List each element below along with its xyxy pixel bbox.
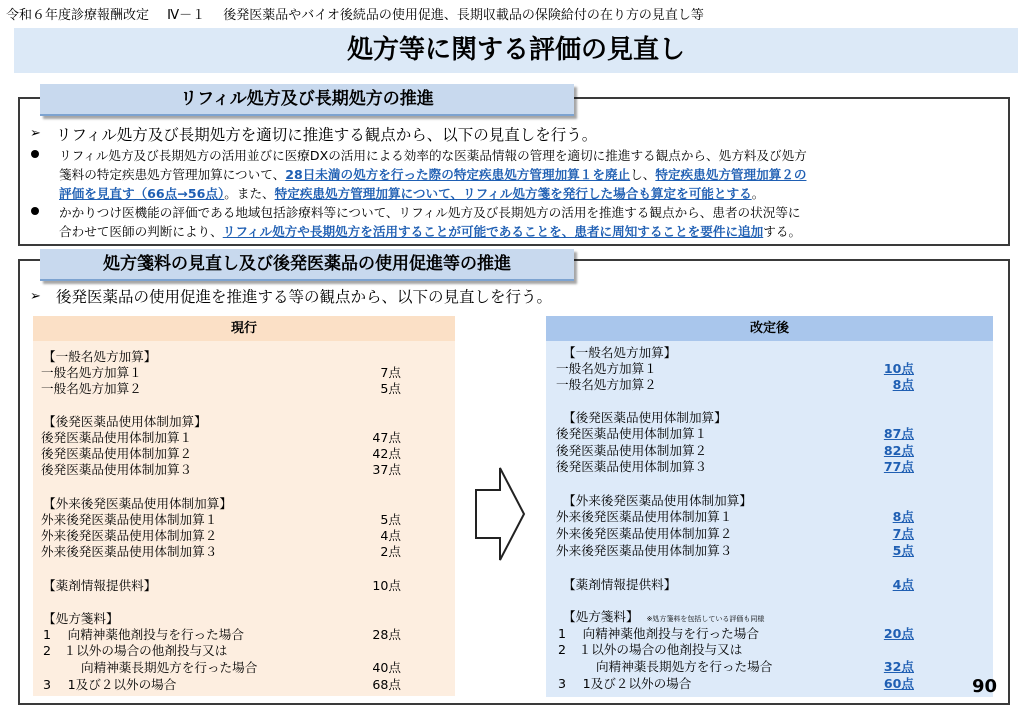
title-bar	[14, 28, 1018, 73]
item-value: 68点	[372, 677, 401, 692]
item-label: 外来後発医薬品使用体制加算２	[556, 526, 733, 541]
group-label: 【後発医薬品使用体制加算】	[563, 410, 727, 425]
emphasis-text: リフィル処方や長期処方を活用することが可能であることを、患者に周知することを要件に追加	[222, 224, 764, 239]
section-refill-lead: リフィル処方及び長期処方を適切に推進する観点から、以下の見直しを行う。	[56, 126, 598, 144]
item-value: 7点	[892, 526, 914, 541]
group-label: 【薬剤情報提供料】	[563, 577, 677, 592]
item-value: 28点	[372, 627, 401, 642]
page-title: 処方等に関する評価の見直し	[346, 35, 685, 65]
header-line	[6, 4, 704, 23]
item-label: 後発医薬品使用体制加算２	[41, 446, 193, 461]
item-value: 42点	[372, 446, 401, 461]
section-prescription-lead: 後発医薬品の使用促進を推進する等の観点から、以下の見直しを行う。	[56, 288, 553, 306]
item-label: 2 １以外の場合の他剤投与又は	[43, 643, 228, 658]
group-label: 【処方箋料】 ※処方箋料を包括している評価も同様	[563, 609, 765, 624]
header-revision: 令和６年度診療報酬改定	[6, 8, 150, 23]
bullet1-line3: 評価を見直す（66点→56点）。また、特定疾患処方管理加算について、リフィル処方箋を発行した場合も算定を可能とする。	[59, 186, 765, 201]
item-value: 32点	[883, 659, 914, 674]
section-prescription-banner: 処方箋料の見直し及び後発医薬品の使用促進等の推進	[40, 249, 574, 281]
item-value: 5点	[380, 381, 401, 396]
item-label: 3 1及び２以外の場合	[558, 676, 692, 691]
item-label: 1 向精神薬他剤投与を行った場合	[558, 626, 759, 641]
item-value: 10点	[883, 361, 914, 376]
page-number: 90	[972, 676, 998, 697]
emphasis-text: 28日未満の処方を行った際の特定疾患処方管理加算１を廃止	[285, 167, 631, 182]
item-label: 一般名処方加算２	[41, 381, 142, 396]
current-column	[33, 316, 455, 696]
group-label: 【一般名処方加算】	[563, 345, 677, 360]
bullet-dot-icon	[31, 207, 39, 215]
section-refill-banner: リフィル処方及び長期処方の推進	[40, 84, 574, 116]
item-value: 47点	[372, 430, 401, 445]
header-section-number: Ⅳ－１	[167, 8, 206, 23]
item-value: 40点	[372, 660, 401, 675]
item-label: 向精神薬長期処方を行った場合	[596, 659, 773, 674]
item-label: 外来後発医薬品使用体制加算１	[556, 509, 733, 524]
item-value: 60点	[883, 676, 914, 691]
bullet1-line2: 箋料の特定疾患処方管理加算について、28日未満の処方を行った際の特定疾患処方管理加算１を廃止し、特定疾患処方管理加算２の	[59, 167, 807, 182]
group-label: 【外来後発医薬品使用体制加算】	[563, 493, 752, 508]
arrow-bullet-icon: ➢	[30, 289, 41, 304]
item-label: 外来後発医薬品使用体制加算２	[41, 528, 218, 543]
right-arrow-icon	[474, 466, 526, 562]
bullet2-line1: かかりつけ医機能の評価である地域包括診療料等について、リフィル処方及び長期処方の活用を推進する観点から、患者の状況等に	[59, 205, 801, 220]
item-value: 82点	[883, 443, 914, 458]
item-value: 77点	[883, 459, 914, 474]
group-label: 【処方箋料】	[43, 611, 119, 626]
current-column-header: 現行	[33, 316, 455, 341]
item-label: 一般名処方加算１	[556, 361, 657, 376]
item-value: 5点	[380, 512, 401, 527]
revised-column	[546, 316, 993, 697]
group-label: 【薬剤情報提供料】	[43, 578, 157, 593]
item-value: 20点	[883, 626, 914, 641]
emphasis-text: 特定疾患処方管理加算２の	[655, 167, 807, 182]
arrow-bullet-icon: ➢	[30, 126, 41, 141]
item-label: 後発医薬品使用体制加算３	[556, 459, 708, 474]
item-label: 外来後発医薬品使用体制加算３	[41, 544, 218, 559]
item-label: 1 向精神薬他剤投与を行った場合	[43, 627, 244, 642]
item-value: 8点	[892, 377, 914, 392]
revised-column-header: 改定後	[546, 316, 993, 341]
item-value: 2点	[380, 544, 401, 559]
item-value: 4点	[892, 577, 914, 592]
item-value: 10点	[372, 578, 401, 593]
header-topic: 後発医薬品やバイオ後続品の使用促進、長期収載品の保険給付の在り方の見直し等	[223, 8, 704, 23]
item-value: 37点	[372, 462, 401, 477]
group-label: 【一般名処方加算】	[43, 349, 157, 364]
group-label: 【外来後発医薬品使用体制加算】	[43, 496, 232, 511]
group-label: 【後発医薬品使用体制加算】	[43, 414, 207, 429]
item-value: 8点	[892, 509, 914, 524]
bullet-dot-icon	[31, 150, 39, 158]
item-label: 一般名処方加算２	[556, 377, 657, 392]
item-value: 5点	[892, 543, 914, 558]
item-label: 後発医薬品使用体制加算２	[556, 443, 708, 458]
bullet2-line2: 合わせて医師の判断により、リフィル処方や長期処方を活用することが可能であることを、患者に周知することを要件に追加する。	[59, 224, 802, 239]
item-value: 87点	[883, 426, 914, 441]
item-label: 後発医薬品使用体制加算１	[41, 430, 193, 445]
item-label: 後発医薬品使用体制加算３	[41, 462, 193, 477]
emphasis-text: 特定疾患処方管理加算について、リフィル処方箋を発行した場合も算定を可能とする	[274, 186, 752, 201]
item-label: 向精神薬長期処方を行った場合	[81, 660, 258, 675]
item-value: 4点	[380, 528, 401, 543]
item-label: 3 1及び２以外の場合	[43, 677, 177, 692]
item-label: 外来後発医薬品使用体制加算３	[556, 543, 733, 558]
emphasis-text: 評価を見直す（66点→56点）	[59, 186, 225, 201]
item-label: 2 １以外の場合の他剤投与又は	[558, 642, 743, 657]
bullet1-line1: リフィル処方及び長期処方の活用並びに医療DXの活用による効率的な医薬品情報の管理を適切に推進する観点から、処方料及び処方	[59, 148, 807, 163]
item-label: 外来後発医薬品使用体制加算１	[41, 512, 218, 527]
note-text: ※処方箋料を包括している評価も同様	[646, 615, 765, 623]
item-label: 後発医薬品使用体制加算１	[556, 426, 708, 441]
item-value: 7点	[380, 365, 401, 380]
item-label: 一般名処方加算１	[41, 365, 142, 380]
